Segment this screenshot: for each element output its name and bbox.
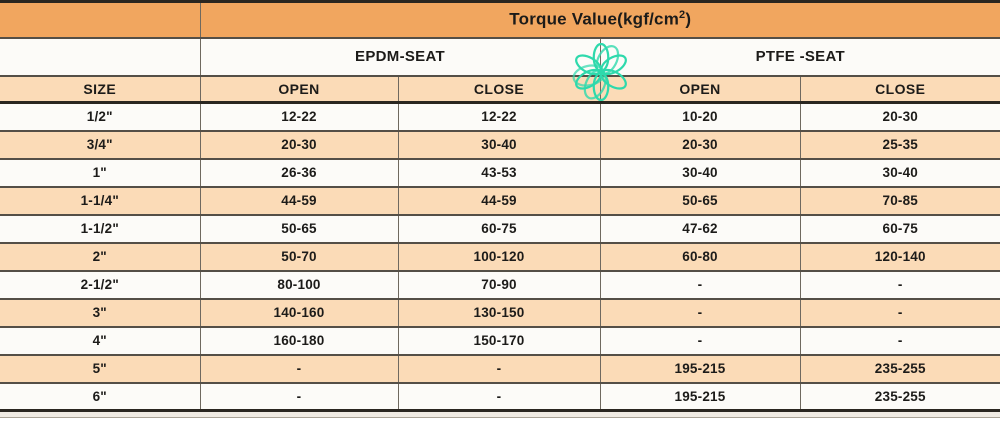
- size-cell: 6": [0, 383, 200, 411]
- value-cell: 20-30: [800, 103, 1000, 131]
- seat-header-row: [0, 38, 1000, 76]
- value-cell: 30-40: [800, 159, 1000, 187]
- value-cell: -: [398, 355, 600, 383]
- column-header-row: [0, 76, 1000, 103]
- table-row: [0, 355, 1000, 383]
- value-cell: 44-59: [200, 187, 398, 215]
- title-text-suffix: ): [685, 10, 692, 30]
- value-cell: -: [398, 383, 600, 411]
- title-row: [0, 2, 1000, 38]
- value-cell: 50-65: [600, 187, 800, 215]
- value-cell: 60-80: [600, 243, 800, 271]
- value-cell: -: [600, 327, 800, 355]
- seat-row-size-spacer: [0, 38, 200, 76]
- table-row: [0, 131, 1000, 159]
- value-cell: 43-53: [398, 159, 600, 187]
- table-row: [0, 271, 1000, 299]
- value-cell: 80-100: [200, 271, 398, 299]
- value-cell: -: [600, 299, 800, 327]
- size-cell: 1/2": [0, 103, 200, 131]
- table-title: [200, 2, 1000, 38]
- title-text: Torque Value(kgf/cm: [509, 10, 680, 30]
- size-cell: 3/4": [0, 131, 200, 159]
- value-cell: 130-150: [398, 299, 600, 327]
- size-cell: 3": [0, 299, 200, 327]
- value-cell: 150-170: [398, 327, 600, 355]
- ptfe-open-header: OPEN: [600, 76, 800, 103]
- table-row: [0, 103, 1000, 131]
- title-row-size-spacer: [0, 2, 200, 38]
- value-cell: 160-180: [200, 327, 398, 355]
- value-cell: 12-22: [200, 103, 398, 131]
- value-cell: 195-215: [600, 355, 800, 383]
- value-cell: 60-75: [398, 215, 600, 243]
- value-cell: 50-65: [200, 215, 398, 243]
- value-cell: -: [200, 355, 398, 383]
- size-cell: 2-1/2": [0, 271, 200, 299]
- table-row: [0, 215, 1000, 243]
- value-cell: 60-75: [800, 215, 1000, 243]
- value-cell: 20-30: [200, 131, 398, 159]
- value-cell: 195-215: [600, 383, 800, 411]
- table-row: [0, 327, 1000, 355]
- ptfe-seat-header: PTFE -SEAT: [600, 38, 1000, 76]
- size-cell: 1": [0, 159, 200, 187]
- value-cell: 70-85: [800, 187, 1000, 215]
- value-cell: 30-40: [600, 159, 800, 187]
- value-cell: 30-40: [398, 131, 600, 159]
- epdm-seat-header: EPDM-SEAT: [200, 38, 600, 76]
- value-cell: 20-30: [600, 131, 800, 159]
- title-superscript: 2: [679, 9, 686, 22]
- value-cell: -: [200, 383, 398, 411]
- size-cell: 4": [0, 327, 200, 355]
- size-column-header: SIZE: [0, 76, 200, 103]
- size-cell: 1-1/2": [0, 215, 200, 243]
- size-cell: 5": [0, 355, 200, 383]
- value-cell: 235-255: [800, 383, 1000, 411]
- value-cell: 10-20: [600, 103, 800, 131]
- value-cell: 44-59: [398, 187, 600, 215]
- value-cell: 100-120: [398, 243, 600, 271]
- table-row: [0, 187, 1000, 215]
- value-cell: 140-160: [200, 299, 398, 327]
- value-cell: -: [800, 299, 1000, 327]
- epdm-close-header: CLOSE: [398, 76, 600, 103]
- size-cell: 1-1/4": [0, 187, 200, 215]
- table-row: [0, 383, 1000, 411]
- value-cell: 47-62: [600, 215, 800, 243]
- value-cell: -: [800, 271, 1000, 299]
- table-row: [0, 299, 1000, 327]
- value-cell: 12-22: [398, 103, 600, 131]
- value-cell: 120-140: [800, 243, 1000, 271]
- value-cell: 70-90: [398, 271, 600, 299]
- table-row: [0, 243, 1000, 271]
- value-cell: 25-35: [800, 131, 1000, 159]
- table-row: [0, 159, 1000, 187]
- torque-table-body: [0, 103, 1000, 411]
- ptfe-close-header: CLOSE: [800, 76, 1000, 103]
- value-cell: -: [600, 271, 800, 299]
- epdm-open-header: OPEN: [200, 76, 398, 103]
- value-cell: 50-70: [200, 243, 398, 271]
- bottom-edge-strip: [0, 412, 1000, 418]
- value-cell: -: [800, 327, 1000, 355]
- size-cell: 2": [0, 243, 200, 271]
- value-cell: 235-255: [800, 355, 1000, 383]
- value-cell: 26-36: [200, 159, 398, 187]
